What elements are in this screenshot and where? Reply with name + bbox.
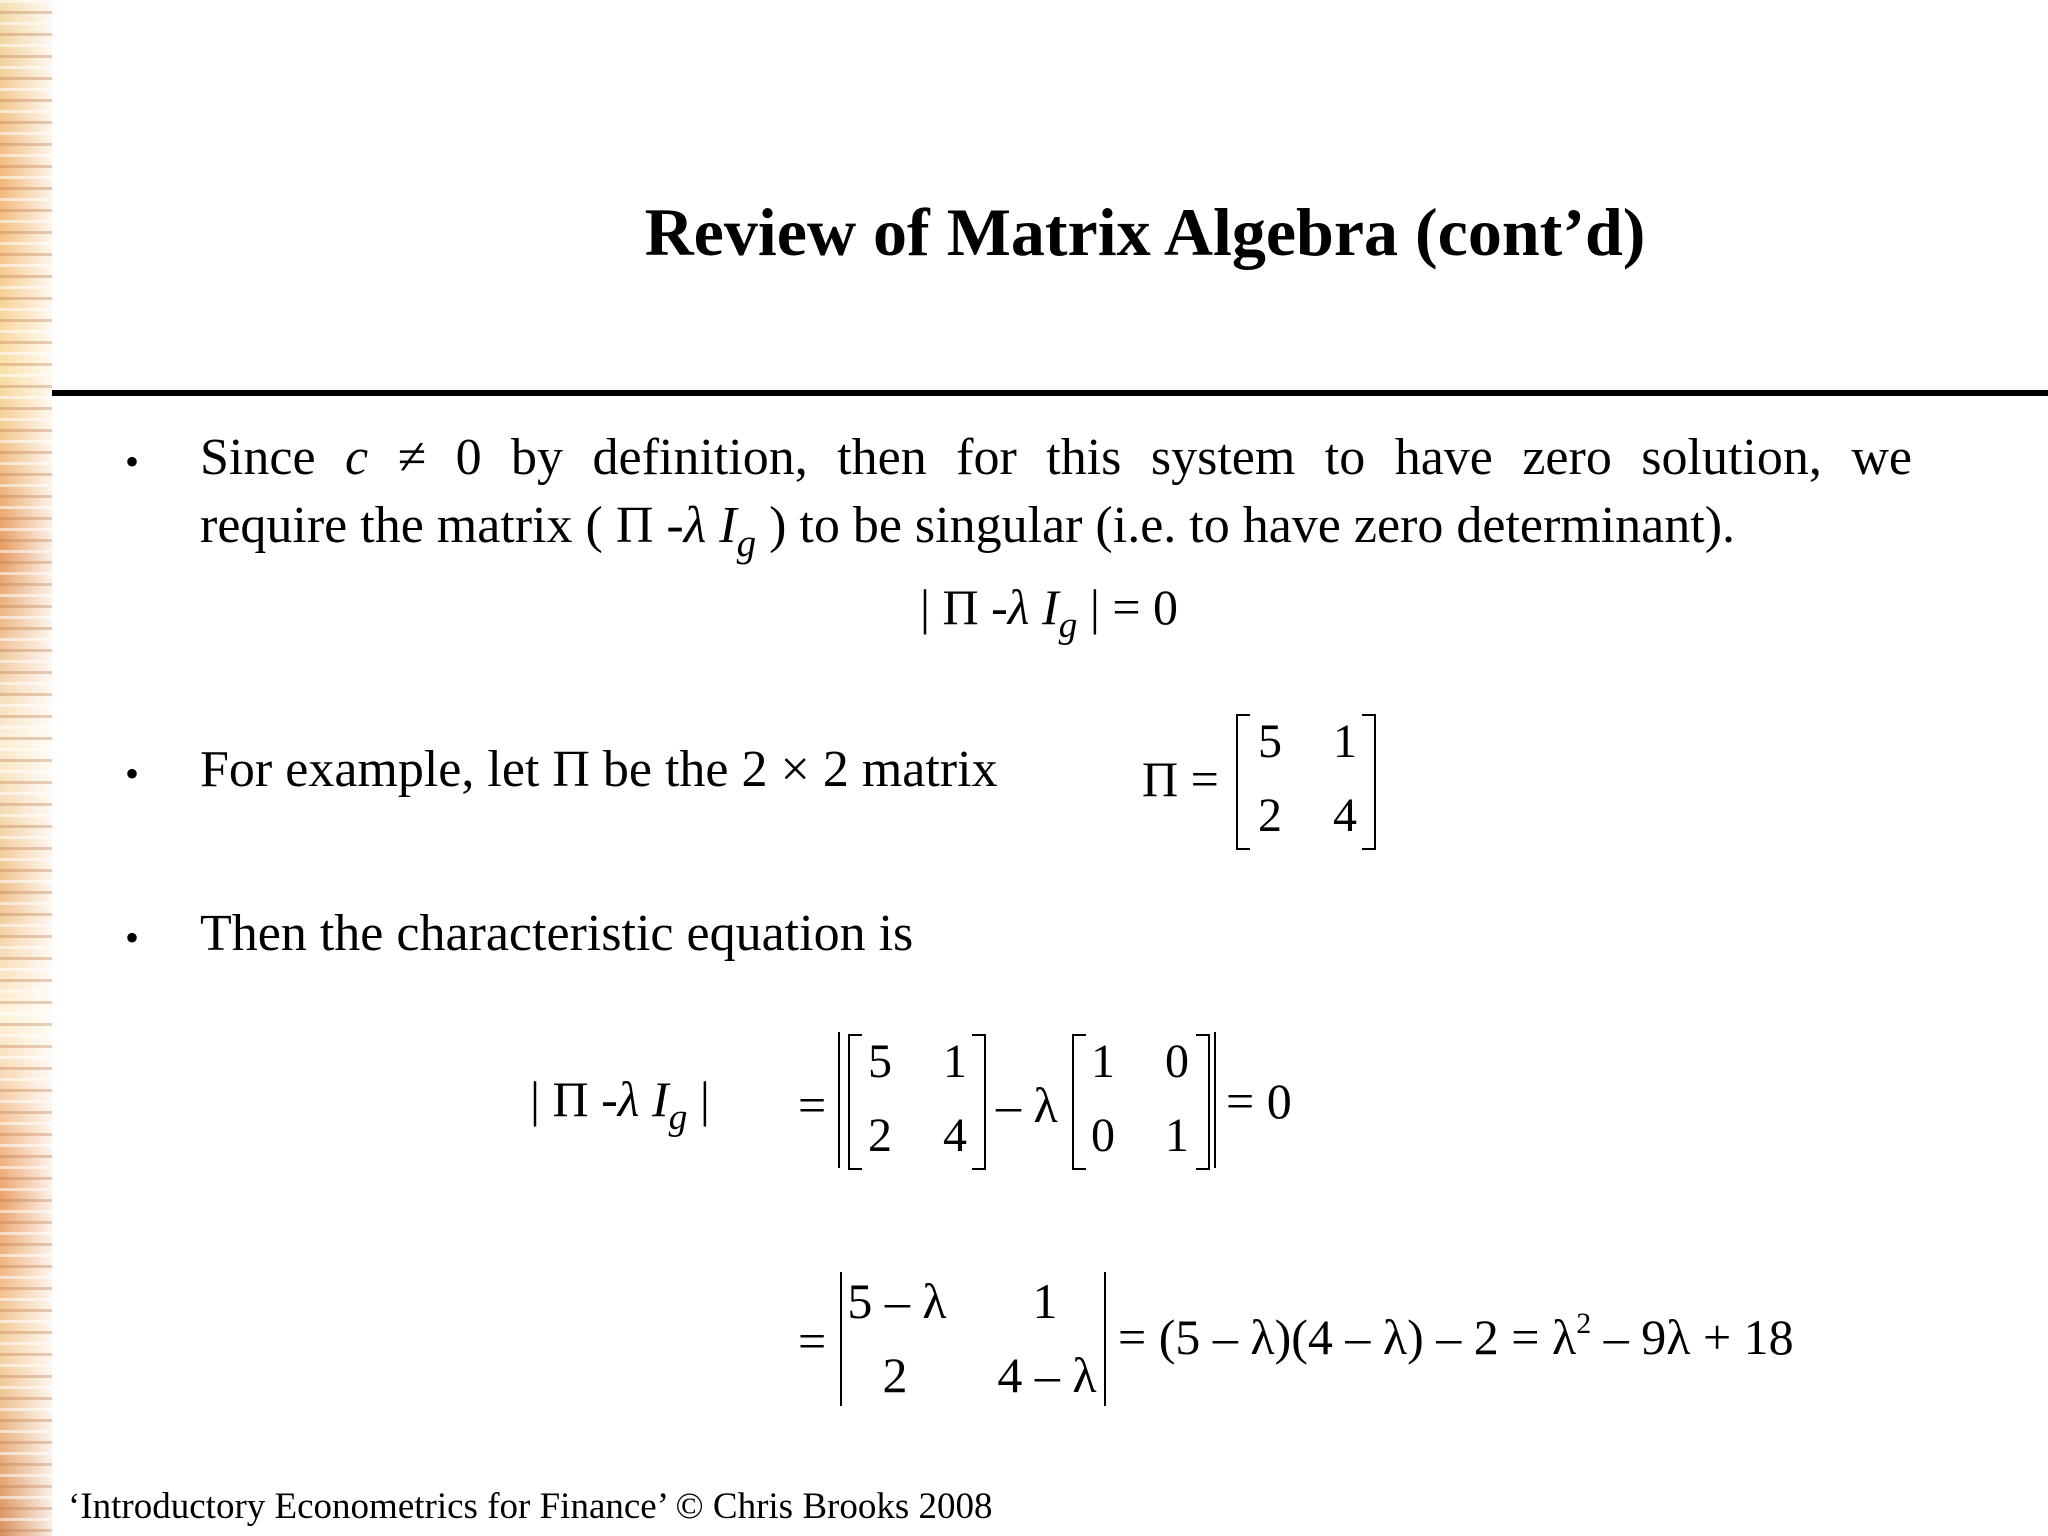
- det2-cell-1-1: 5 – λ: [847, 1273, 947, 1329]
- bullet-1-line-2: require the matrix ( Π -λ $I_g$ ) to be singular (i.e. to have zero determinant).: [200, 497, 1736, 565]
- matA-cell-1-1: 5: [868, 1035, 892, 1088]
- identity-cell-1-1: 1: [1091, 1035, 1115, 1088]
- determinant-bar-left: [838, 1032, 840, 1168]
- matA-right-bracket: [972, 1034, 986, 1170]
- matA-cell-2-2: 4: [943, 1109, 967, 1162]
- matrix-right-bracket: [1362, 714, 1376, 850]
- slide-title: Review of Matrix Algebra (cont’d): [644, 194, 1646, 270]
- matrix-cell-1-2: 1: [1333, 715, 1357, 768]
- matA-cell-1-2: 1: [943, 1035, 967, 1088]
- equals-sign-2: =: [798, 1313, 827, 1369]
- determinant-condition: | Π -λ $I_g$ | = 0: [920, 579, 1179, 647]
- expansion: = $(5 - \lambda)(4 - \lambda) - 2 = \lambda^2 - 9\lambda + 18$: [1118, 1307, 1794, 1365]
- footer-copyright: ‘Introductory Econometrics for Finance’ © Chris Brooks 2008: [68, 1486, 993, 1527]
- identity-cell-2-1: 0: [1091, 1109, 1115, 1162]
- matA-cell-2-1: 2: [868, 1109, 892, 1162]
- identity-cell-1-2: 0: [1165, 1035, 1189, 1088]
- bullet-2-marker: •: [124, 751, 139, 796]
- det2-cell-2-2: 4 – λ: [997, 1347, 1097, 1403]
- det2-cell-1-2: 1: [1032, 1273, 1058, 1329]
- bullet-2-text: For example, let Π be the 2 × 2 matrix: [200, 741, 998, 798]
- bullet-1-line-1: Since c ≠ 0 by definition, then for this system to have zero solution, we: [200, 429, 1912, 486]
- bullet-3-text: Then the characteristic equation is: [200, 905, 914, 962]
- equals-zero: = 0: [1226, 1073, 1292, 1129]
- bullet-1-marker: •: [124, 439, 139, 484]
- minus-lambda: – λ: [996, 1077, 1058, 1133]
- bullet-1-text: [200, 424, 1912, 564]
- matrix-cell-2-1: 2: [1258, 789, 1282, 842]
- identity-right-bracket: [1196, 1034, 1210, 1170]
- bullet-3-marker: •: [124, 915, 139, 960]
- det2-cell-2-1: 2: [882, 1347, 908, 1403]
- identity-cell-2-2: 1: [1165, 1109, 1189, 1162]
- title-divider: [52, 390, 2048, 396]
- decorative-side-strip: [0, 0, 52, 1536]
- matrix-cell-2-2: 4: [1333, 789, 1357, 842]
- determinant-bar-right: [1214, 1032, 1216, 1168]
- det2-bar-right: [1104, 1272, 1106, 1406]
- equals-sign-1: =: [798, 1077, 827, 1133]
- pi-label: Π =: [1142, 751, 1219, 807]
- equation-lhs: | Π -λ $I_g$ |: [530, 1071, 710, 1139]
- matrix-cell-1-1: 5: [1258, 715, 1282, 768]
